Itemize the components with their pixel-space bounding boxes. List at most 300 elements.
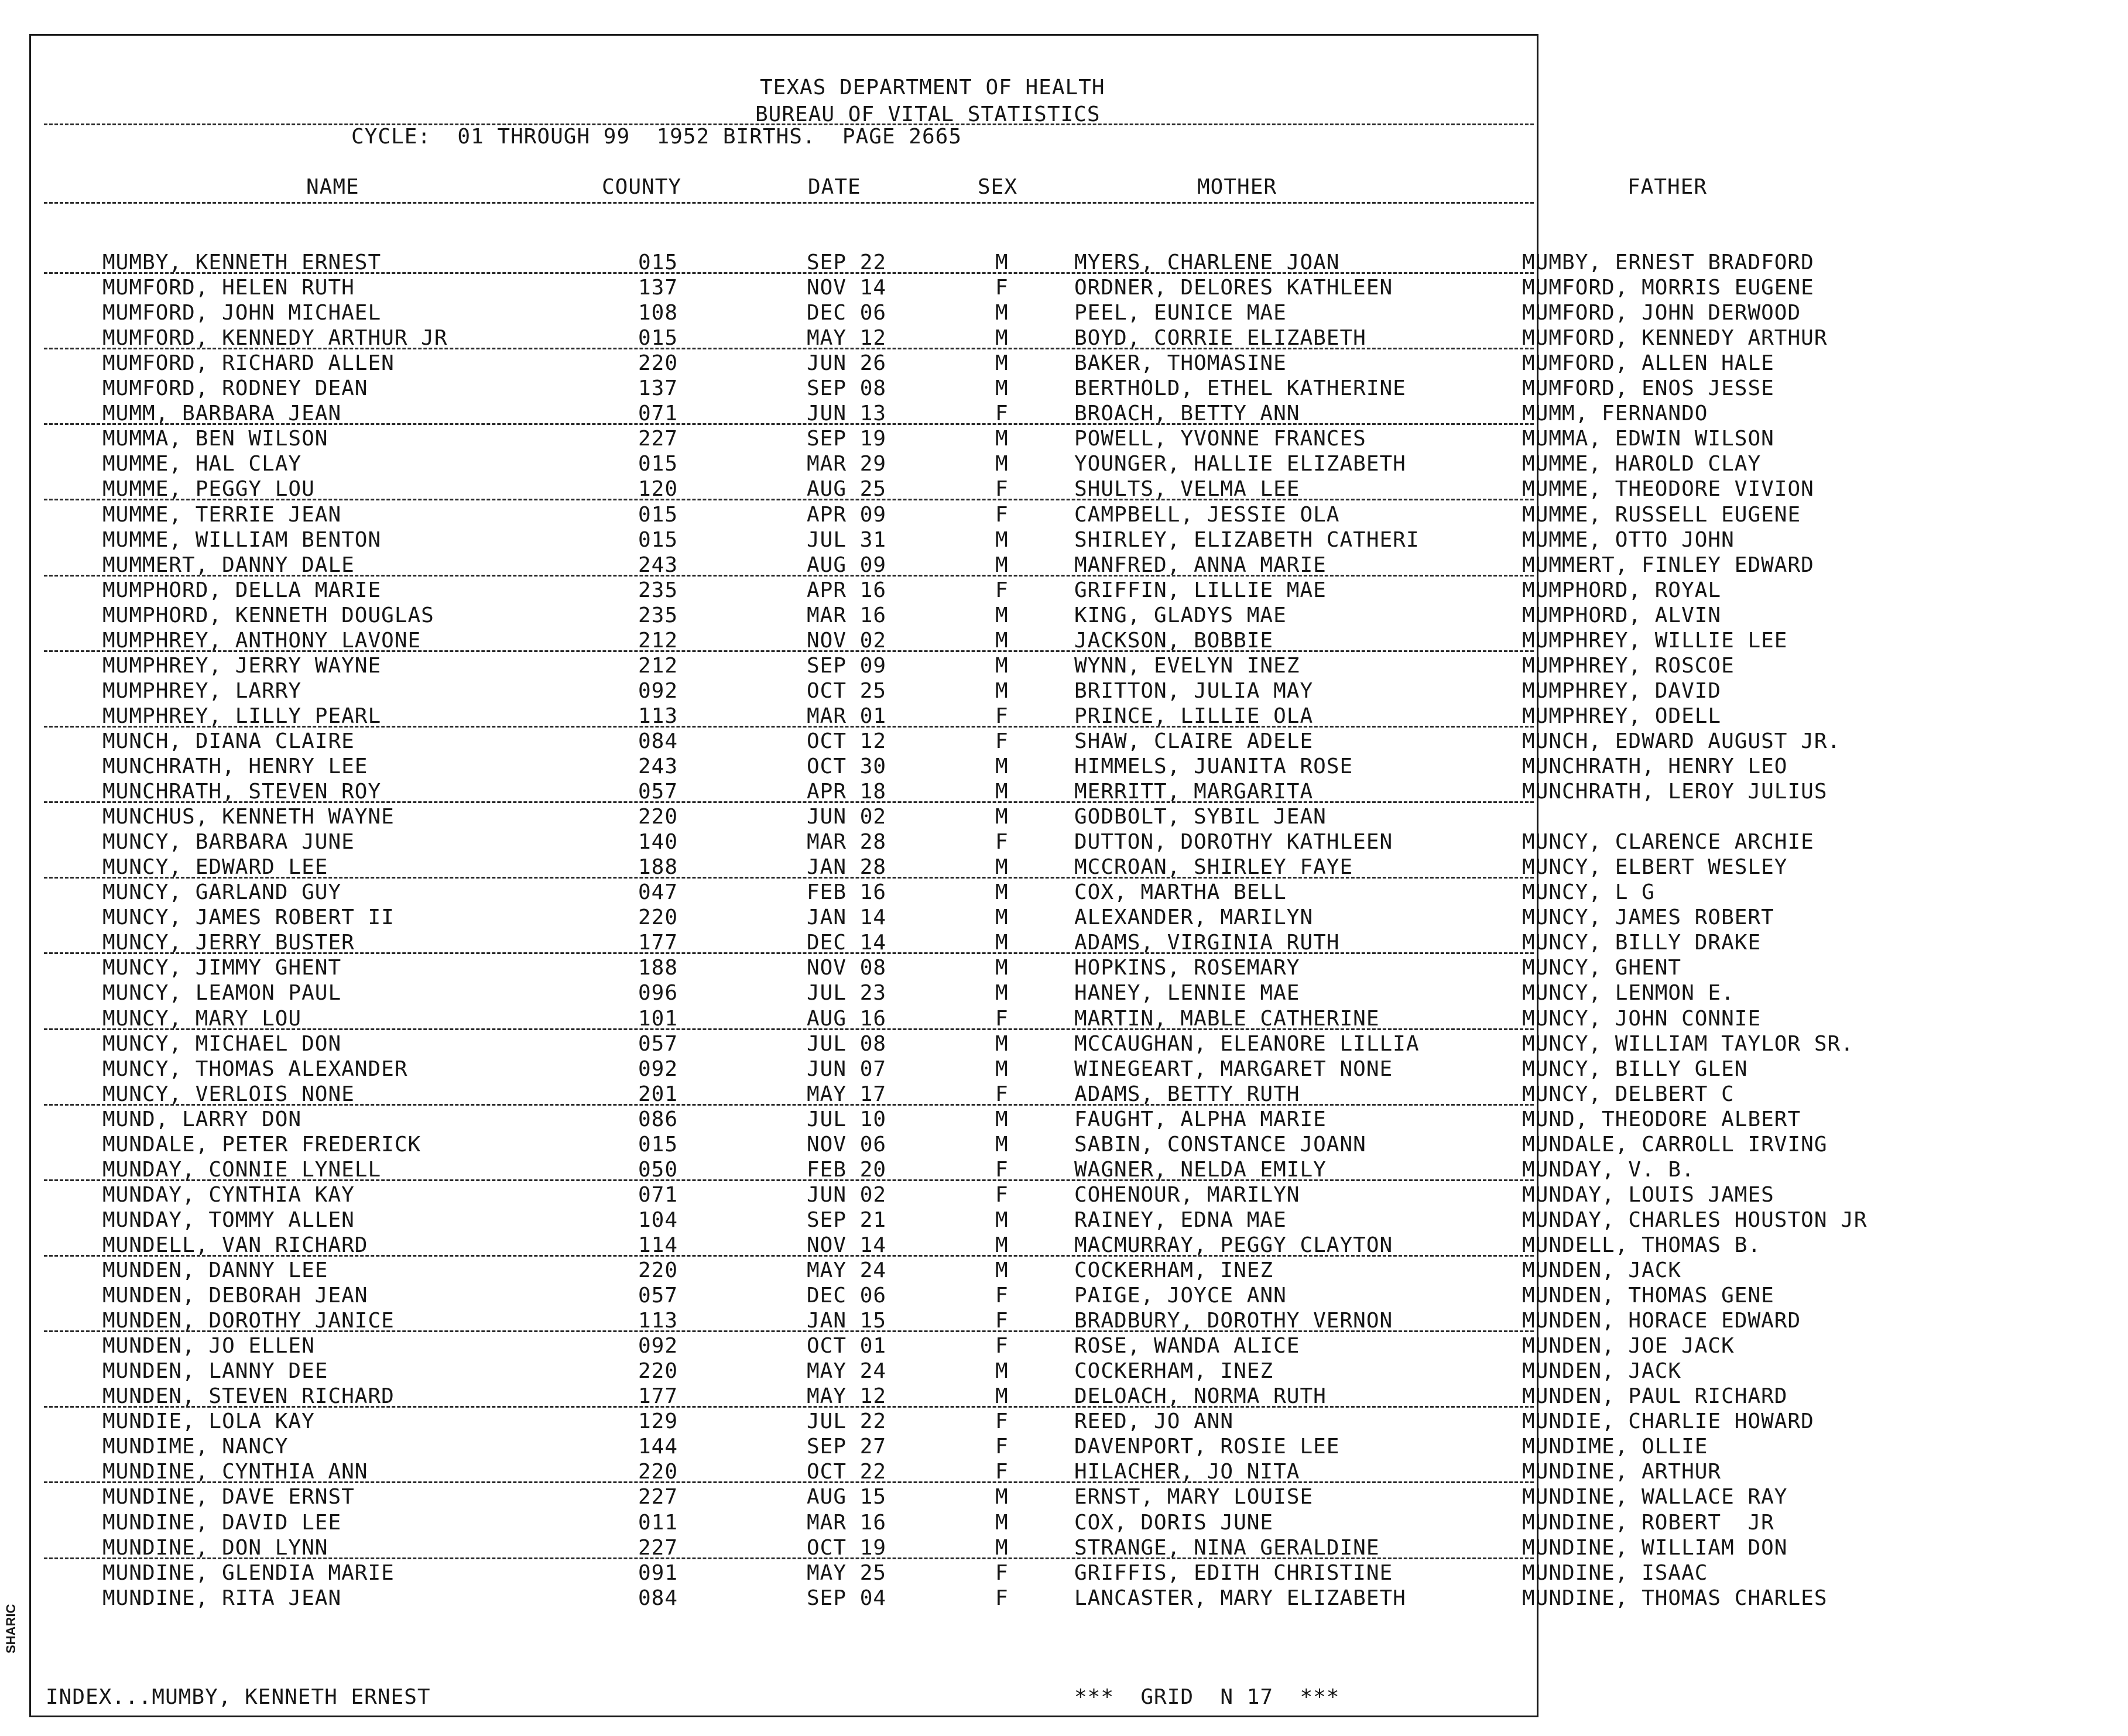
cell-date: MAY 25 — [807, 1560, 887, 1585]
table-row — [0, 930, 2128, 955]
cell-sex: F — [995, 276, 1009, 300]
cell-name: MUMPHREY, LILLY PEARL — [102, 704, 382, 728]
cell-sex: F — [995, 1309, 1009, 1333]
cell-mother: ADAMS, VIRGINIA RUTH — [1074, 931, 1340, 955]
cell-mother: GRIFFIS, EDITH CHRISTINE — [1074, 1560, 1393, 1585]
cell-name: MUMMA, BEN WILSON — [102, 427, 328, 451]
cell-date: OCT 12 — [807, 729, 887, 753]
cell-county: 220 — [638, 1359, 679, 1384]
cell-county: 227 — [638, 427, 679, 451]
cell-name: MUMPHREY, LARRY — [102, 678, 302, 703]
cell-father: MUNCY, JOHN CONNIE — [1522, 1006, 1762, 1031]
row-group-rule — [44, 1406, 1534, 1408]
cell-date: APR 09 — [807, 502, 887, 527]
table-row — [0, 1358, 2128, 1384]
cell-father: MUMBY, ERNEST BRADFORD — [1522, 251, 1814, 275]
table-row — [0, 351, 2128, 376]
cell-mother: DAVENPORT, ROSIE LEE — [1074, 1435, 1340, 1459]
table-row — [0, 376, 2128, 401]
cell-mother: JACKSON, BOBBIE — [1074, 628, 1274, 653]
cell-father: MUNCY, CLARENCE ARCHIE — [1522, 830, 1814, 855]
cell-county: 084 — [638, 729, 679, 753]
cell-date: JUN 26 — [807, 351, 887, 376]
cell-father: MUMME, HAROLD CLAY — [1522, 452, 1762, 476]
cell-name: MUMFORD, JOHN MICHAEL — [102, 301, 382, 325]
cell-date: MAY 24 — [807, 1258, 887, 1282]
cell-father: MUMPHREY, ODELL — [1522, 704, 1722, 728]
cell-county: 015 — [638, 326, 679, 351]
cell-county: 177 — [638, 931, 679, 955]
cell-mother: MARTIN, MABLE CATHERINE — [1074, 1006, 1380, 1031]
cell-sex: M — [995, 1207, 1009, 1232]
cell-date: OCT 30 — [807, 754, 887, 778]
cell-father: MUNCY, WILLIAM TAYLOR SR. — [1522, 1031, 1854, 1056]
cell-mother: COCKERHAM, INEZ — [1074, 1258, 1274, 1282]
cell-father: MUNDEN, HORACE EDWARD — [1522, 1309, 1801, 1333]
cell-father: MUNCH, EDWARD AUGUST JR. — [1522, 729, 1841, 753]
cell-date: JUN 02 — [807, 805, 887, 829]
cell-mother: PRINCE, LILLIE OLA — [1074, 704, 1314, 728]
table-row — [0, 729, 2128, 754]
cell-name: MUNCY, LEAMON PAUL — [102, 981, 342, 1006]
cell-date: APR 18 — [807, 780, 887, 804]
cell-county: 140 — [638, 830, 679, 855]
cell-father: MUMMA, EDWIN WILSON — [1522, 427, 1774, 451]
cell-county: 091 — [638, 1560, 679, 1585]
cell-county: 243 — [638, 754, 679, 778]
row-group-rule — [44, 575, 1534, 577]
table-row — [0, 1182, 2128, 1207]
cell-father: MUMPHREY, WILLIE LEE — [1522, 628, 1788, 653]
cell-father: MUNDINE, ARTHUR — [1522, 1460, 1722, 1484]
table-row — [0, 1560, 2128, 1586]
row-group-rule — [44, 1481, 1534, 1483]
table-row — [0, 1006, 2128, 1031]
cell-county: 188 — [638, 855, 679, 880]
cell-county: 104 — [638, 1207, 679, 1232]
cell-name: MUNDIE, LOLA KAY — [102, 1409, 315, 1434]
row-group-rule — [44, 952, 1534, 954]
table-row — [0, 401, 2128, 426]
cell-father: MUMPHREY, ROSCOE — [1522, 653, 1735, 678]
table-row — [0, 1484, 2128, 1509]
cell-name: MUNCHRATH, STEVEN ROY — [102, 780, 382, 804]
cell-county: 015 — [638, 527, 679, 552]
cell-date: JUN 13 — [807, 402, 887, 426]
cell-mother: SHULTS, VELMA LEE — [1074, 477, 1300, 502]
bureau-title: BUREAU OF VITAL STATISTICS — [755, 102, 1101, 126]
cell-mother: MANFRED, ANNA MARIE — [1074, 553, 1327, 577]
cell-mother: SHAW, CLAIRE ADELE — [1074, 729, 1314, 753]
cell-name: MUMFORD, RODNEY DEAN — [102, 376, 368, 401]
cell-mother: SHIRLEY, ELIZABETH CATHERI — [1074, 527, 1420, 552]
cell-sex: F — [995, 729, 1009, 753]
cell-date: DEC 06 — [807, 301, 887, 325]
cell-name: MUMM, BARBARA JEAN — [102, 402, 342, 426]
cell-mother: STRANGE, NINA GERALDINE — [1074, 1535, 1380, 1560]
cell-sex: M — [995, 427, 1009, 451]
table-row — [0, 678, 2128, 704]
table-row — [0, 476, 2128, 502]
cell-sex: M — [995, 956, 1009, 980]
row-group-rule — [44, 650, 1534, 652]
cell-date: OCT 22 — [807, 1460, 887, 1484]
cell-name: MUNDINE, DAVID LEE — [102, 1510, 342, 1535]
cell-date: SEP 27 — [807, 1435, 887, 1459]
cell-father: MUNCY, DELBERT C — [1522, 1082, 1735, 1106]
table-row — [0, 578, 2128, 603]
cell-sex: F — [995, 1560, 1009, 1585]
cell-date: MAR 16 — [807, 603, 887, 627]
cell-date: SEP 21 — [807, 1207, 887, 1232]
cell-mother: YOUNGER, HALLIE ELIZABETH — [1074, 452, 1406, 476]
cell-county: 243 — [638, 553, 679, 577]
table-row — [0, 1434, 2128, 1459]
table-row — [0, 1107, 2128, 1132]
cell-father: MUNDEN, THOMAS GENE — [1522, 1284, 1774, 1308]
cell-date: JAN 28 — [807, 855, 887, 880]
cell-name: MUNDEN, DOROTHY JANICE — [102, 1309, 395, 1333]
cell-sex: F — [995, 1409, 1009, 1434]
cell-name: MUNCY, JAMES ROBERT II — [102, 905, 395, 930]
cell-mother: MCCROAN, SHIRLEY FAYE — [1074, 855, 1353, 880]
cell-sex: F — [995, 1460, 1009, 1484]
table-row — [0, 754, 2128, 779]
cell-date: FEB 16 — [807, 880, 887, 905]
cell-sex: M — [995, 1107, 1009, 1131]
cell-sex: M — [995, 905, 1009, 930]
cell-sex: M — [995, 1510, 1009, 1535]
cell-mother: DELOACH, NORMA RUTH — [1074, 1384, 1327, 1409]
cell-county: 144 — [638, 1435, 679, 1459]
cell-name: MUNDAY, CYNTHIA KAY — [102, 1182, 355, 1207]
cell-father: MUNDINE, ROBERT JR — [1522, 1510, 1774, 1535]
cell-county: 129 — [638, 1409, 679, 1434]
cell-county: 201 — [638, 1082, 679, 1106]
cell-name: MUNCHRATH, HENRY LEE — [102, 754, 368, 778]
cell-county: 092 — [638, 1056, 679, 1081]
cell-mother: ADAMS, BETTY RUTH — [1074, 1082, 1300, 1106]
cell-date: DEC 14 — [807, 931, 887, 955]
cell-date: SEP 09 — [807, 653, 887, 678]
cell-date: MAR 01 — [807, 704, 887, 728]
cell-name: MUNCY, BARBARA JUNE — [102, 830, 355, 855]
row-group-rule — [44, 1557, 1534, 1559]
cell-county: 057 — [638, 1284, 679, 1308]
cell-date: MAR 16 — [807, 1510, 887, 1535]
cell-father: MUNCY, ELBERT WESLEY — [1522, 855, 1788, 880]
cell-county: 071 — [638, 402, 679, 426]
cell-name: MUNDELL, VAN RICHARD — [102, 1233, 368, 1257]
cell-sex: M — [995, 1056, 1009, 1081]
cell-sex: M — [995, 880, 1009, 905]
cell-sex: M — [995, 326, 1009, 351]
cell-county: 188 — [638, 956, 679, 980]
cell-name: MUNDALE, PETER FREDERICK — [102, 1132, 422, 1157]
cell-mother: FAUGHT, ALPHA MARIE — [1074, 1107, 1327, 1131]
cell-county: 086 — [638, 1107, 679, 1131]
row-group-rule — [44, 499, 1534, 500]
cell-mother: MYERS, CHARLENE JOAN — [1074, 251, 1340, 275]
cell-date: NOV 14 — [807, 1233, 887, 1257]
cell-father: MUMFORD, ALLEN HALE — [1522, 351, 1774, 376]
cell-name: MUMFORD, RICHARD ALLEN — [102, 351, 395, 376]
table-row — [0, 1132, 2128, 1157]
cell-date: JUL 22 — [807, 1409, 887, 1434]
cell-name: MUNCY, EDWARD LEE — [102, 855, 328, 880]
cell-county: 235 — [638, 578, 679, 602]
cell-county: 108 — [638, 301, 679, 325]
cell-sex: M — [995, 1485, 1009, 1509]
cell-name: MUMPHORD, KENNETH DOUGLAS — [102, 603, 434, 627]
cell-name: MUNDEN, LANNY DEE — [102, 1359, 328, 1384]
cell-name: MUNCY, MICHAEL DON — [102, 1031, 342, 1056]
cell-county: 212 — [638, 653, 679, 678]
cell-sex: F — [995, 1157, 1009, 1182]
row-group-rule — [44, 1179, 1534, 1181]
cell-county: 084 — [638, 1586, 679, 1610]
table-row — [0, 1056, 2128, 1082]
cell-date: NOV 02 — [807, 628, 887, 653]
cell-sex: F — [995, 578, 1009, 602]
cell-mother: COHENOUR, MARILYN — [1074, 1182, 1300, 1207]
cell-sex: F — [995, 1284, 1009, 1308]
cell-name: MUNCY, JERRY BUSTER — [102, 931, 355, 955]
column-header-sex: SEX — [978, 175, 1018, 199]
cell-father: MUNDIME, OLLIE — [1522, 1435, 1708, 1459]
table-row — [0, 1384, 2128, 1409]
cell-sex: M — [995, 1258, 1009, 1282]
cell-mother: BRITTON, JULIA MAY — [1074, 678, 1314, 703]
cell-father: MUNDEN, JOE JACK — [1522, 1334, 1735, 1358]
cell-county: 096 — [638, 981, 679, 1006]
cell-county: 092 — [638, 1334, 679, 1358]
cell-county: 101 — [638, 1006, 679, 1031]
cell-mother: WYNN, EVELYN INEZ — [1074, 653, 1300, 678]
cell-father: MUMFORD, MORRIS EUGENE — [1522, 276, 1814, 300]
cell-sex: F — [995, 1006, 1009, 1031]
cell-date: NOV 06 — [807, 1132, 887, 1157]
cell-father: MUNCHRATH, HENRY LEO — [1522, 754, 1788, 778]
cell-county: 212 — [638, 628, 679, 653]
cell-name: MUMPHORD, DELLA MARIE — [102, 578, 382, 602]
cell-name: MUMME, PEGGY LOU — [102, 477, 315, 502]
row-group-rule — [44, 1028, 1534, 1030]
cell-name: MUMFORD, HELEN RUTH — [102, 276, 355, 300]
cell-mother: ROSE, WANDA ALICE — [1074, 1334, 1300, 1358]
cell-name: MUNDEN, DEBORAH JEAN — [102, 1284, 368, 1308]
cell-father: MUND, THEODORE ALBERT — [1522, 1107, 1801, 1131]
cell-date: MAY 24 — [807, 1359, 887, 1384]
cell-name: MUNDINE, DAVE ERNST — [102, 1485, 355, 1509]
cell-sex: M — [995, 452, 1009, 476]
cell-date: JUN 07 — [807, 1056, 887, 1081]
cell-mother: COX, DORIS JUNE — [1074, 1510, 1274, 1535]
cell-name: MUNCY, THOMAS ALEXANDER — [102, 1056, 408, 1081]
cycle-line: CYCLE: 01 THROUGH 99 1952 BIRTHS. PAGE 2665 — [351, 125, 962, 149]
cell-date: AUG 25 — [807, 477, 887, 502]
table-row — [0, 1258, 2128, 1283]
cell-mother: DUTTON, DOROTHY KATHLEEN — [1074, 830, 1393, 855]
cell-date: OCT 19 — [807, 1535, 887, 1560]
cell-name: MUMBY, KENNETH ERNEST — [102, 251, 382, 275]
cell-date: JUL 08 — [807, 1031, 887, 1056]
table-row — [0, 653, 2128, 678]
cell-name: MUNDINE, RITA JEAN — [102, 1586, 342, 1610]
cell-father: MUNCY, GHENT — [1522, 956, 1682, 980]
cell-county: 057 — [638, 780, 679, 804]
cell-sex: M — [995, 1132, 1009, 1157]
column-header-father: FATHER — [1627, 175, 1708, 199]
table-row — [0, 1283, 2128, 1308]
cell-date: OCT 01 — [807, 1334, 887, 1358]
cell-mother: BRADBURY, DOROTHY VERNON — [1074, 1309, 1393, 1333]
table-row — [0, 325, 2128, 351]
cell-father: MUNDINE, WILLIAM DON — [1522, 1535, 1788, 1560]
row-group-rule — [44, 272, 1534, 274]
cell-mother: MERRITT, MARGARITA — [1074, 780, 1314, 804]
cell-date: JUN 02 — [807, 1182, 887, 1207]
cell-county: 015 — [638, 251, 679, 275]
cell-name: MUMME, WILLIAM BENTON — [102, 527, 382, 552]
cell-county: 235 — [638, 603, 679, 627]
table-row — [0, 880, 2128, 905]
row-group-rule — [44, 801, 1534, 803]
cell-mother: BOYD, CORRIE ELIZABETH — [1074, 326, 1366, 351]
cell-father: MUMFORD, ENOS JESSE — [1522, 376, 1774, 401]
cell-father: MUMPHORD, ROYAL — [1522, 578, 1722, 602]
cell-date: MAR 28 — [807, 830, 887, 855]
cell-mother: CAMPBELL, JESSIE OLA — [1074, 502, 1340, 527]
cell-county: 120 — [638, 477, 679, 502]
cell-father: MUNDALE, CARROLL IRVING — [1522, 1132, 1828, 1157]
table-row — [0, 628, 2128, 653]
cell-name: MUND, LARRY DON — [102, 1107, 302, 1131]
cell-father: MUNDIE, CHARLIE HOWARD — [1522, 1409, 1814, 1434]
cell-county: 011 — [638, 1510, 679, 1535]
footer-grid: *** GRID N 17 *** — [1074, 1685, 1340, 1709]
cell-date: SEP 19 — [807, 427, 887, 451]
table-row — [0, 426, 2128, 451]
cell-name: MUMPHREY, ANTHONY LAVONE — [102, 628, 422, 653]
row-group-rule — [44, 1255, 1534, 1257]
cell-mother: PEEL, EUNICE MAE — [1074, 301, 1287, 325]
cell-county: 015 — [638, 502, 679, 527]
table-row — [0, 855, 2128, 880]
table-row — [0, 1233, 2128, 1258]
cell-sex: M — [995, 678, 1009, 703]
cell-county: 227 — [638, 1485, 679, 1509]
cell-sex: M — [995, 628, 1009, 653]
cell-mother: SABIN, CONSTANCE JOANN — [1074, 1132, 1366, 1157]
cell-mother: WAGNER, NELDA EMILY — [1074, 1157, 1327, 1182]
table-row — [0, 779, 2128, 804]
cell-father: MUNDEN, JACK — [1522, 1359, 1682, 1384]
cell-date: JAN 14 — [807, 905, 887, 930]
cell-name: MUNCY, VERLOIS NONE — [102, 1082, 355, 1106]
row-group-rule — [44, 726, 1534, 728]
cell-father: MUMM, FERNANDO — [1522, 402, 1708, 426]
cell-name: MUNDINE, DON LYNN — [102, 1535, 328, 1560]
cell-county: 071 — [638, 1182, 679, 1207]
cell-mother: COCKERHAM, INEZ — [1074, 1359, 1274, 1384]
table-row — [0, 1308, 2128, 1333]
cell-date: MAY 12 — [807, 326, 887, 351]
cell-name: MUNCY, MARY LOU — [102, 1006, 302, 1031]
cell-name: MUNDAY, CONNIE LYNELL — [102, 1157, 382, 1182]
cell-sex: M — [995, 527, 1009, 552]
cell-father: MUMPHREY, DAVID — [1522, 678, 1722, 703]
cell-date: AUG 16 — [807, 1006, 887, 1031]
cell-sex: M — [995, 780, 1009, 804]
cell-name: MUMPHREY, JERRY WAYNE — [102, 653, 382, 678]
cell-county: 114 — [638, 1233, 679, 1257]
cell-mother: LANCASTER, MARY ELIZABETH — [1074, 1586, 1406, 1610]
table-row — [0, 980, 2128, 1006]
cell-name: MUMFORD, KENNEDY ARTHUR JR — [102, 326, 448, 351]
table-row — [0, 1459, 2128, 1484]
cell-name: MUNDEN, JO ELLEN — [102, 1334, 315, 1358]
cell-sex: M — [995, 1233, 1009, 1257]
cell-mother: MACMURRAY, PEGGY CLAYTON — [1074, 1233, 1393, 1257]
cell-date: JAN 15 — [807, 1309, 887, 1333]
cell-mother: KING, GLADYS MAE — [1074, 603, 1287, 627]
cell-name: MUNCH, DIANA CLAIRE — [102, 729, 355, 753]
cell-father: MUNCY, JAMES ROBERT — [1522, 905, 1774, 930]
table-row — [0, 704, 2128, 729]
cell-mother: HANEY, LENNIE MAE — [1074, 981, 1300, 1006]
table-row — [0, 1333, 2128, 1358]
cell-date: OCT 25 — [807, 678, 887, 703]
cell-date: SEP 22 — [807, 251, 887, 275]
cell-county: 015 — [638, 452, 679, 476]
row-group-rule — [44, 1104, 1534, 1106]
cell-county: 050 — [638, 1157, 679, 1182]
cell-father: MUNDELL, THOMAS B. — [1522, 1233, 1762, 1257]
cell-date: APR 16 — [807, 578, 887, 602]
cell-father: MUNCY, BILLY GLEN — [1522, 1056, 1748, 1081]
cell-mother: RAINEY, EDNA MAE — [1074, 1207, 1287, 1232]
cell-father: MUMFORD, JOHN DERWOOD — [1522, 301, 1801, 325]
cell-mother: HIMMELS, JUANITA ROSE — [1074, 754, 1353, 778]
table-row — [0, 603, 2128, 628]
table-row — [0, 1082, 2128, 1107]
cell-date: FEB 20 — [807, 1157, 887, 1182]
table-row — [0, 451, 2128, 476]
cell-sex: F — [995, 1586, 1009, 1610]
footer-index: INDEX...MUMBY, KENNETH ERNEST — [46, 1685, 431, 1709]
cell-mother: HOPKINS, ROSEMARY — [1074, 956, 1300, 980]
cell-date: SEP 04 — [807, 1586, 887, 1610]
cell-name: MUNDIME, NANCY — [102, 1435, 289, 1459]
cell-father: MUMME, RUSSELL EUGENE — [1522, 502, 1801, 527]
cell-mother: GRIFFIN, LILLIE MAE — [1074, 578, 1327, 602]
cell-sex: F — [995, 1334, 1009, 1358]
cell-sex: M — [995, 754, 1009, 778]
cell-father: MUMFORD, KENNEDY ARTHUR — [1522, 326, 1828, 351]
cell-sex: F — [995, 1435, 1009, 1459]
cell-name: MUNCHUS, KENNETH WAYNE — [102, 805, 395, 829]
cell-mother: BERTHOLD, ETHEL KATHERINE — [1074, 376, 1406, 401]
cell-county: 227 — [638, 1535, 679, 1560]
cell-mother: BROACH, BETTY ANN — [1074, 402, 1300, 426]
table-row — [0, 250, 2128, 275]
cell-sex: M — [995, 805, 1009, 829]
cell-father: MUNDEN, JACK — [1522, 1258, 1682, 1282]
table-row — [0, 502, 2128, 527]
cell-name: MUNCY, GARLAND GUY — [102, 880, 342, 905]
cell-date: AUG 15 — [807, 1485, 887, 1509]
